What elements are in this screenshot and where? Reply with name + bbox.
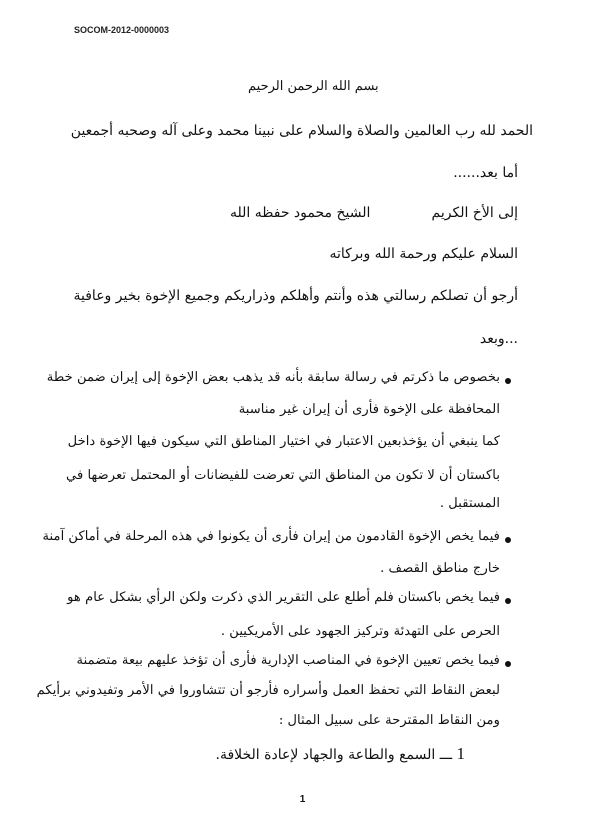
wa-baad: ...وبعد	[479, 331, 518, 347]
bullet-3-line-1: فيما يخص باكستان فلم أطلع على التقرير الذي ذكرت ولكن الرأي بشكل عام هو	[67, 590, 500, 605]
hamd-line: الحمد لله رب العالمين والصلاة والسلام على نبينا محمد وعلى آله وصحبه أجمعين	[70, 123, 533, 139]
bullet-2-line-2: خارج مناطق القصف .	[380, 561, 500, 576]
bullet-dot	[505, 537, 511, 543]
bullet-1-line-3: كما ينبغي أن يؤخذبعين الاعتبار في اختيار المناطق التي سيكون فيها الإخوة داخل	[67, 434, 500, 449]
greeting-to-brother: إلى الأخ الكريم	[431, 205, 518, 221]
numbered-item	[216, 745, 466, 764]
bullet-4-line-3: ومن النقاط المقترحة على سبيل المثال :	[278, 713, 500, 728]
salam-line: السلام عليكم ورحمة الله وبركاته	[329, 246, 518, 262]
page-number: 1	[299, 794, 306, 805]
bullet-4-line-1: فيما يخص تعيين الإخوة في المناصب الإدارية فأرى أن تؤخذ عليهم بيعة متضمنة	[76, 653, 500, 668]
sheikh-name: الشيخ محمود حفظه الله	[230, 205, 371, 221]
basmala: بسم الله الرحمن الرحيم	[248, 79, 379, 94]
bullet-1-line-2: المحافظة على الإخوة فأرى أن إيران غير مناسبة	[238, 402, 500, 417]
bullet-1-line-4: باكستان أن لا تكون من المناطق التي تعرضت للفيضانات أو المحتمل تعرضها في	[66, 468, 500, 483]
bullet-1-line-1: بخصوص ما ذكرتم في رسالة سابقة بأنه قد يذهب بعض الإخوة إلى إيران ضمن خطة	[46, 370, 500, 385]
amma-baad: أما بعد......	[453, 165, 518, 181]
bullet-2-line-1: فيما يخص الإخوة القادمون من إيران فأرى أن يكونوا في هذه المرحلة في أماكن آمنة	[42, 529, 500, 544]
bullet-dot	[505, 598, 511, 604]
bullet-dot	[505, 661, 511, 667]
bullet-4-line-2: لبعض النقاط التي تحفظ العمل وأسراره فأرجو أن تتشاوروا في الأمر وتفيدوني برأيكم	[36, 683, 500, 698]
bullet-dot	[505, 378, 511, 384]
numbered-item-number: 1	[456, 744, 465, 763]
bullet-1-line-5: المستقبل .	[439, 496, 500, 511]
bullet-3-line-2: الحرص على التهدئة وتركيز الجهود على الأمريكيين .	[220, 624, 500, 639]
numbered-item-text: ـــ السمع والطاعة والجهاد لإعادة الخلافة.	[215, 747, 453, 763]
hope-line: أرجو أن تصلكم رسالتي هذه وأنتم وأهلكم وذراريكم وجميع الإخوة بخير وعافية	[73, 288, 518, 304]
document-id: SOCOM-2012-0000003	[74, 25, 170, 35]
